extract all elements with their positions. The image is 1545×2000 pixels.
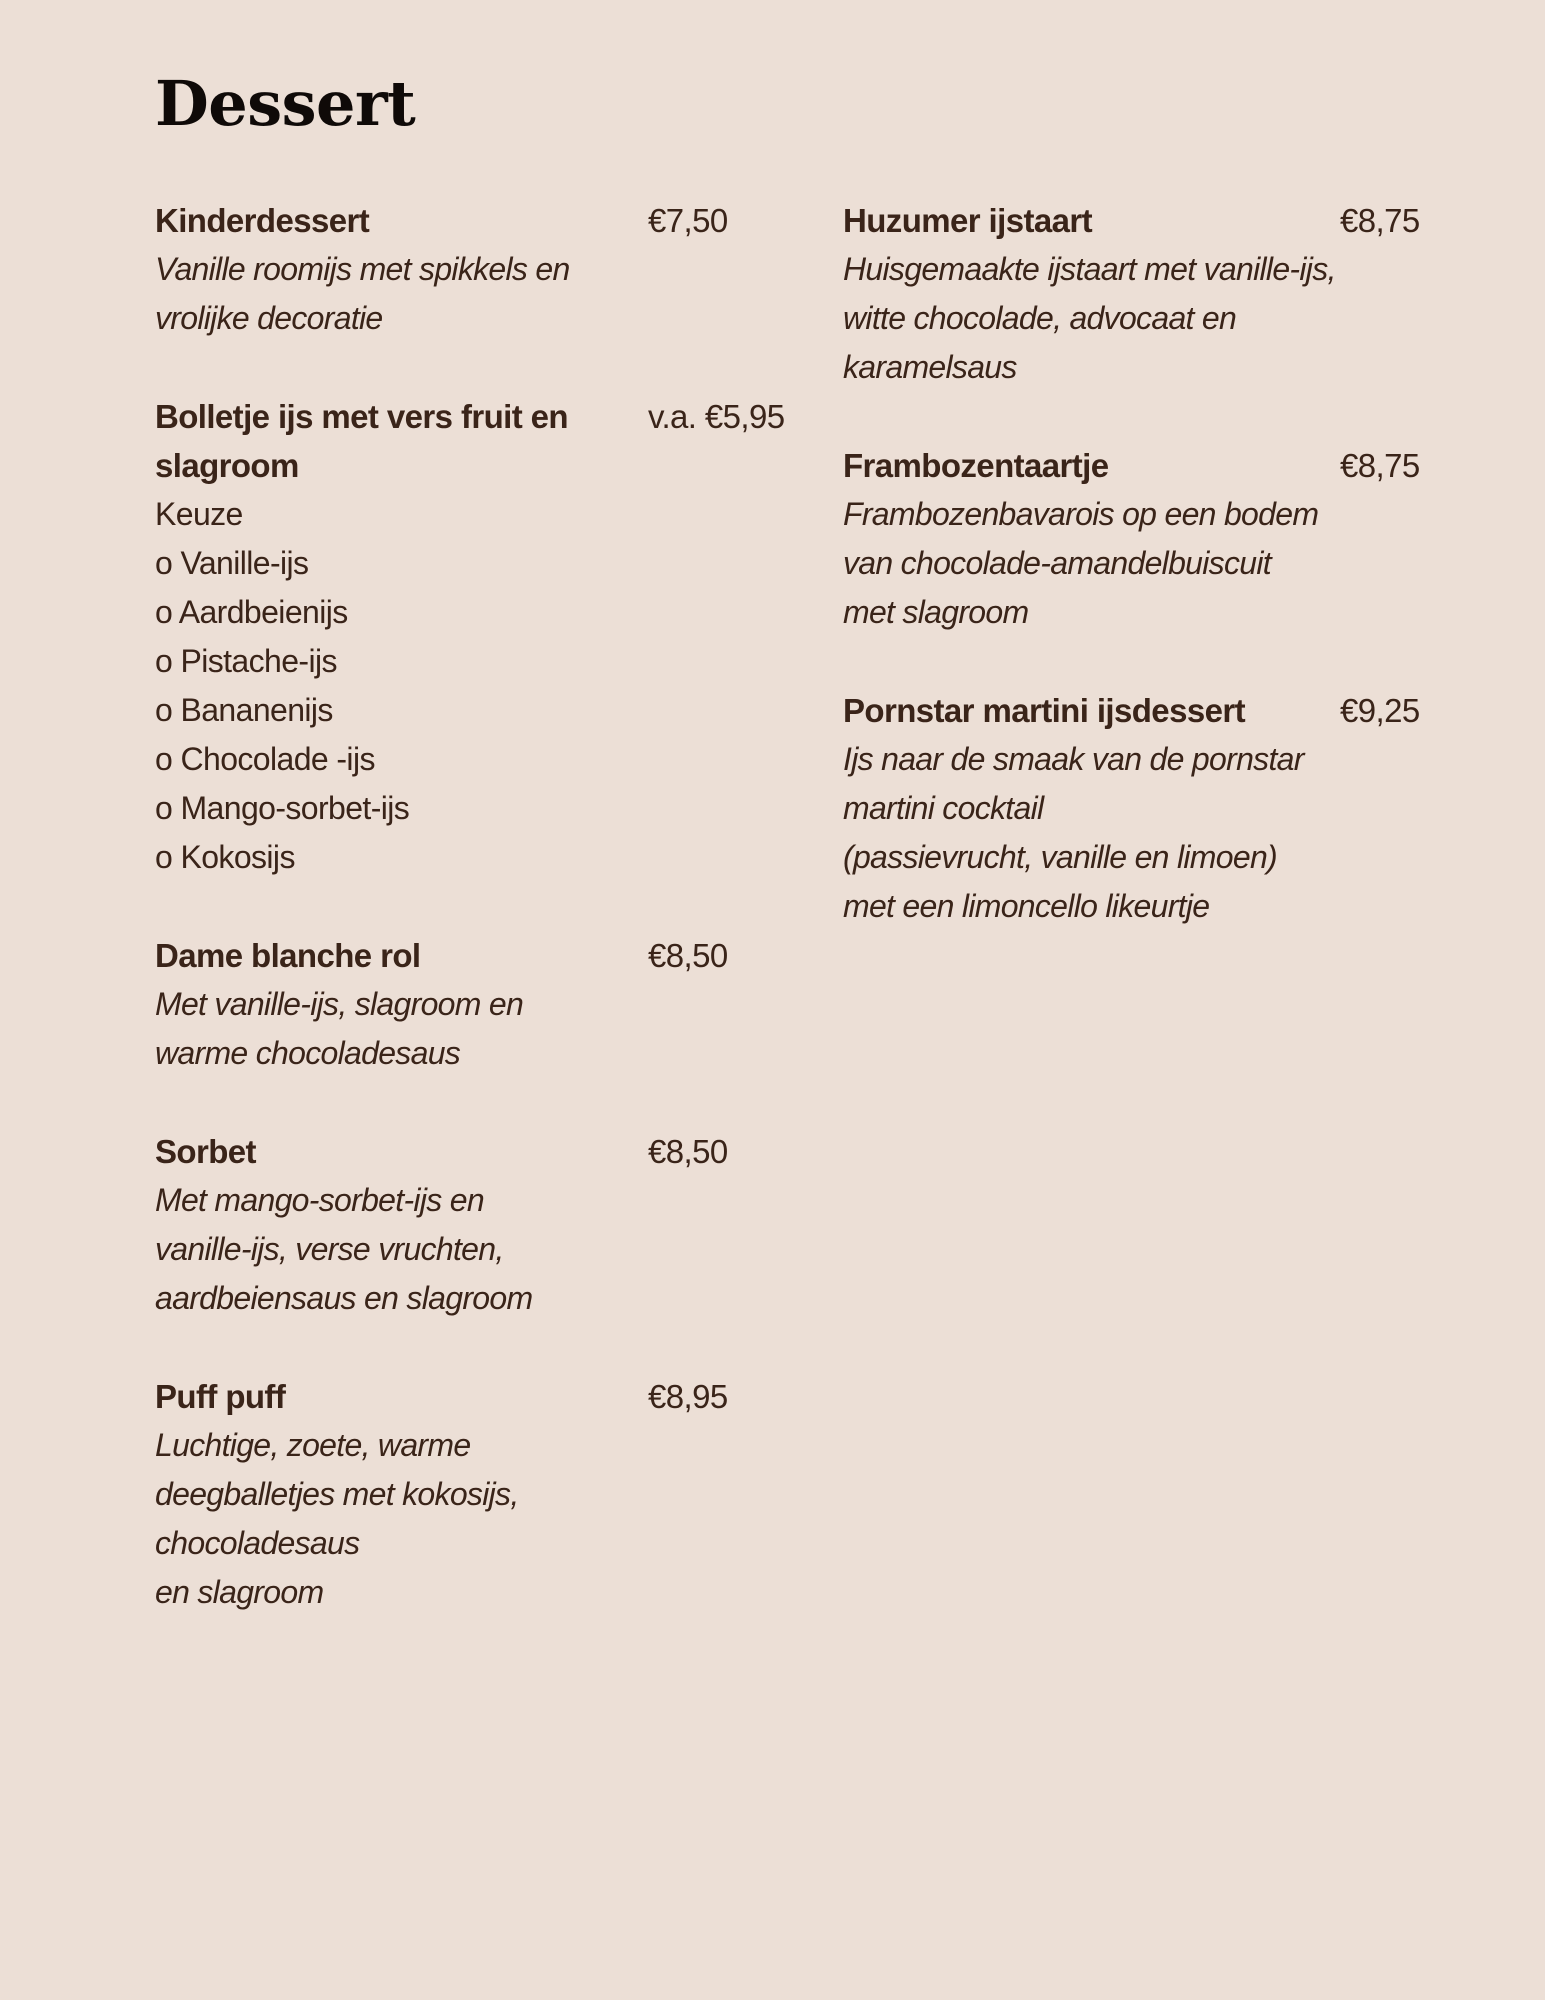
item-price: v.a. €5,95 (648, 398, 785, 435)
menu-item-bolletje-ijs (155, 392, 795, 882)
item-description: Frambozenbavarois op een bodem van chocolade-amandelbuiscuit met slagroom (843, 496, 1319, 630)
menu-item-kinderdessert (155, 196, 795, 343)
flavor-option: o Vanille-ijs (155, 545, 309, 581)
item-description: Huisgemaakte ijstaart met vanille-ijs, witte chocolade, advocaat en karamelsaus (843, 251, 1336, 385)
menu-item-dame-blanche-rol (155, 931, 795, 1078)
flavor-option: o Bananenijs (155, 692, 333, 728)
flavor-option: o Pistache-ijs (155, 643, 337, 679)
item-name: Sorbet (155, 1133, 256, 1170)
page-title: Dessert (155, 67, 416, 140)
flavor-option: o Chocolade -ijs (155, 741, 375, 777)
item-price: €8,50 (648, 1133, 728, 1170)
menu-item-puff-puff (155, 1372, 795, 1617)
item-choice-intro: Keuze (155, 496, 243, 532)
item-name: Bolletje ijs met vers fruit en slagroom (155, 398, 568, 484)
item-price: €7,50 (648, 202, 728, 239)
menu-item-pornstar-martini-ijsdessert (843, 686, 1443, 931)
item-name: Kinderdessert (155, 202, 370, 239)
menu-column-left (155, 196, 795, 1666)
item-name: Pornstar martini ijsdessert (843, 692, 1245, 729)
item-name: Frambozentaartje (843, 447, 1109, 484)
item-name: Puff puff (155, 1378, 286, 1415)
item-price: €8,95 (648, 1378, 728, 1415)
item-price: €8,75 (1340, 202, 1420, 239)
flavor-option: o Aardbeienijs (155, 594, 348, 630)
item-name: Dame blanche rol (155, 937, 421, 974)
item-description: Ijs naar de smaak van de pornstar martini cocktail (passievrucht, vanille en limoen) met een limoncello likeurtje (843, 741, 1304, 924)
menu-item-sorbet (155, 1127, 795, 1323)
item-description: Met vanille-ijs, slagroom en warme chocoladesaus (155, 986, 524, 1071)
menu-item-frambozentaartje (843, 441, 1443, 637)
item-description: Met mango-sorbet-ijs en vanille-ijs, verse vruchten, aardbeiensaus en slagroom (155, 1182, 533, 1316)
flavor-option: o Mango-sorbet-ijs (155, 790, 410, 826)
item-name: Huzumer ijstaart (843, 202, 1092, 239)
item-description: Vanille roomijs met spikkels en vrolijke decoratie (155, 251, 570, 336)
item-price: €9,25 (1340, 692, 1420, 729)
item-price: €8,50 (648, 937, 728, 974)
item-description: Luchtige, zoete, warme deegballetjes met kokosijs, chocoladesaus en slagroom (155, 1427, 519, 1610)
menu-item-huzumer-ijstaart (843, 196, 1443, 392)
menu-column-right (843, 196, 1443, 980)
flavor-options-list (155, 539, 795, 882)
flavor-option: o Kokosijs (155, 839, 295, 875)
item-price: €8,75 (1340, 447, 1420, 484)
